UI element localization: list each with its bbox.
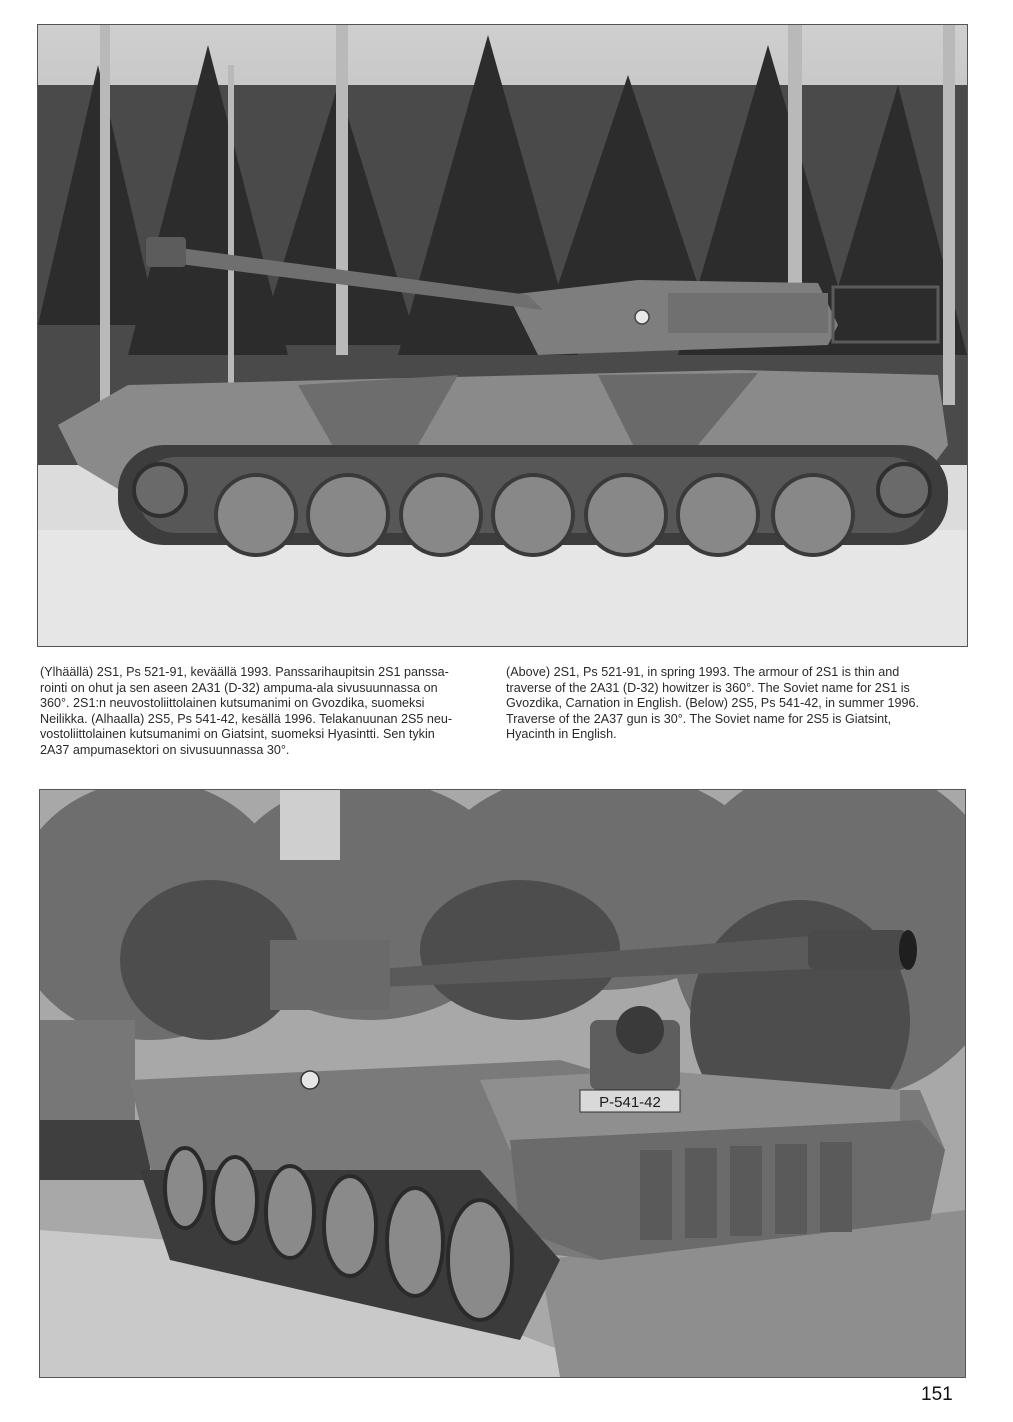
photo-2s1 — [37, 24, 968, 647]
caption-finnish-line: (Ylhäällä) 2S1, Ps 521-91, keväällä 1993. Panssarihaupitsin 2S1 panssa- — [40, 665, 449, 679]
caption-finnish-line: rointi on ohut ja sen aseen 2A31 (D-32) ampuma-ala sivusuunnassa on — [40, 680, 438, 695]
caption-finnish-line: Neilikka. (Alhaalla) 2S5, Ps 541-42, kesällä 1996. Telakanuunan 2S5 neu- — [40, 711, 453, 726]
caption-finnish-line: 360°. 2S1:n neuvostoliittolainen kutsumanimi on Gvozdika, suomeksi — [40, 696, 425, 711]
vehicle-marking: P-541-42 — [599, 1094, 661, 1111]
caption-english-line: (Above) 2S1, Ps 521-91, in spring 1993. The armour of 2S1 is thin and — [506, 665, 900, 679]
photo-2s5-illustration — [40, 790, 965, 1377]
caption-finnish-line: 2A37 ampumasektori on sivusuunnassa 30°. — [40, 742, 290, 757]
caption-english-line: Traverse of the 2A37 gun is 30°. The Soviet name for 2S5 is Giatsint, — [506, 711, 892, 726]
page-number: 151 — [921, 1384, 953, 1405]
caption-finnish-line: vostoliittolainen kutsumanimi on Giatsint, suomeksi Hyasintti. Sen tykin — [40, 727, 435, 742]
photo-2s5 — [39, 789, 966, 1378]
photo-2s1-illustration — [38, 25, 967, 646]
caption-english — [506, 665, 966, 743]
caption-english-line: traverse of the 2A31 (D-32) howitzer is 360°. The Soviet name for 2S1 is — [506, 680, 910, 695]
caption-finnish — [40, 665, 480, 759]
caption-english-line: Gvozdika, Carnation in English. (Below) 2S5, Ps 541-42, in summer 1996. — [506, 696, 919, 711]
caption-english-line: Hyacinth in English. — [506, 727, 617, 742]
